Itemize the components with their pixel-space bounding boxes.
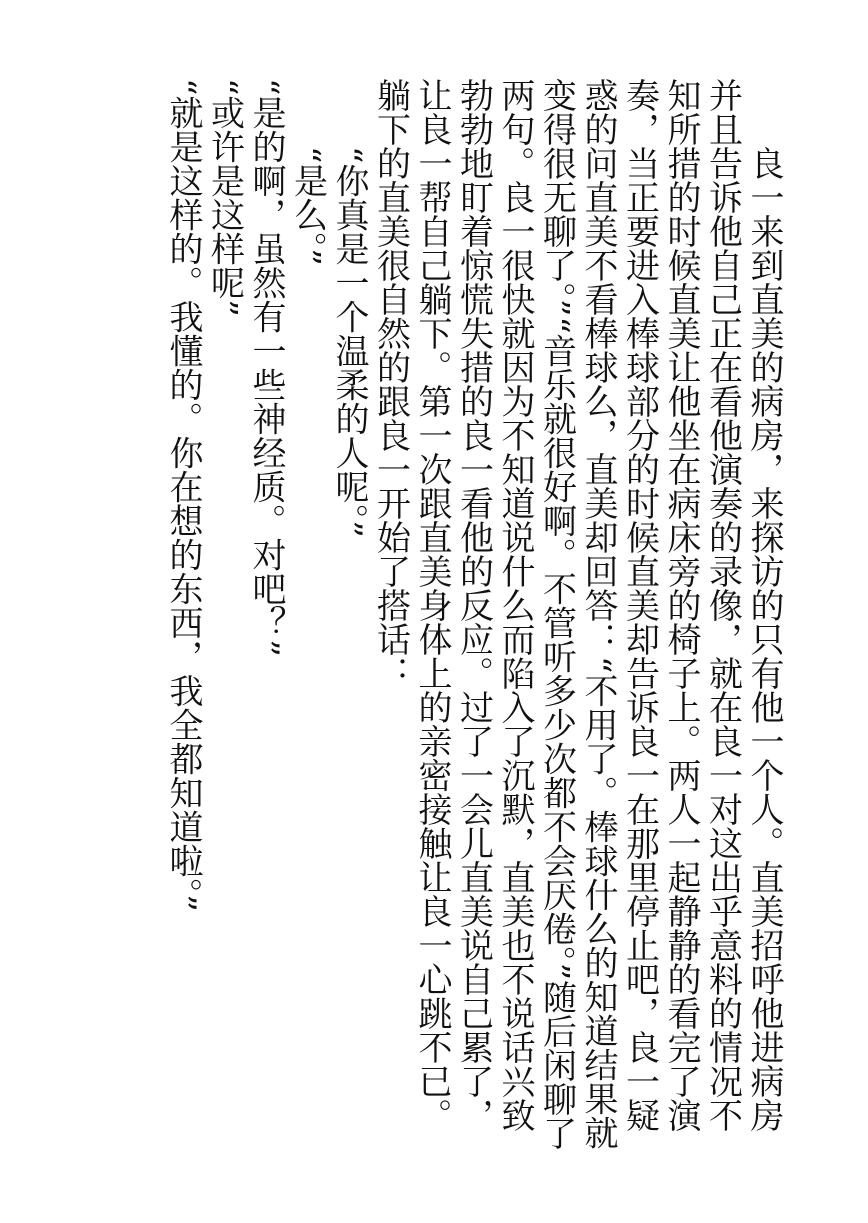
vertical-text-body: [162, 78, 785, 1158]
dialogue-line: “你真是一个温柔的人呢。”: [329, 146, 369, 538]
dialogue-line: “或许是这样呢”: [204, 78, 245, 317]
dialogue-line: “就是这样的。我懂的。你在想的东西，我全都知道啦。”: [163, 78, 203, 912]
dialogue-line: “是的啊，虽然有一些神经质。对吧？”: [246, 78, 286, 657]
narrative-paragraph: 良一来到直美的病房，来探访的只有他一个人。直美招呼他进病房并且告诉他自己正在看他演奏的录像，就在良一对这出乎意料的情况不知所措的时候直美让他坐在病床旁的椅子上。两人一起静静的看完了演奏，当正要进入棒球部分的时候直美却告诉良一在那里停止吧，良一疑惑的问直美不看棒球么，直美却回答：“不用了。棒球什么的知道结果就变得很无聊了。”“音乐就很好啊。不管听多少次都不会厌倦。”随后闲聊了两句。良一很快就因为不知道说什么而陷入了沉默，直美也不说话兴致勃勃地盯着惊慌失措的良一看他的反应。过了一会儿直美说自己累了，让良一帮自己躺下。第一次跟直美身体上的亲密接触让良一心跳不已。躺下的直美很自然的跟良一开始了搭话：: [370, 78, 784, 1151]
dialogue-line: “是么。”: [287, 146, 328, 266]
